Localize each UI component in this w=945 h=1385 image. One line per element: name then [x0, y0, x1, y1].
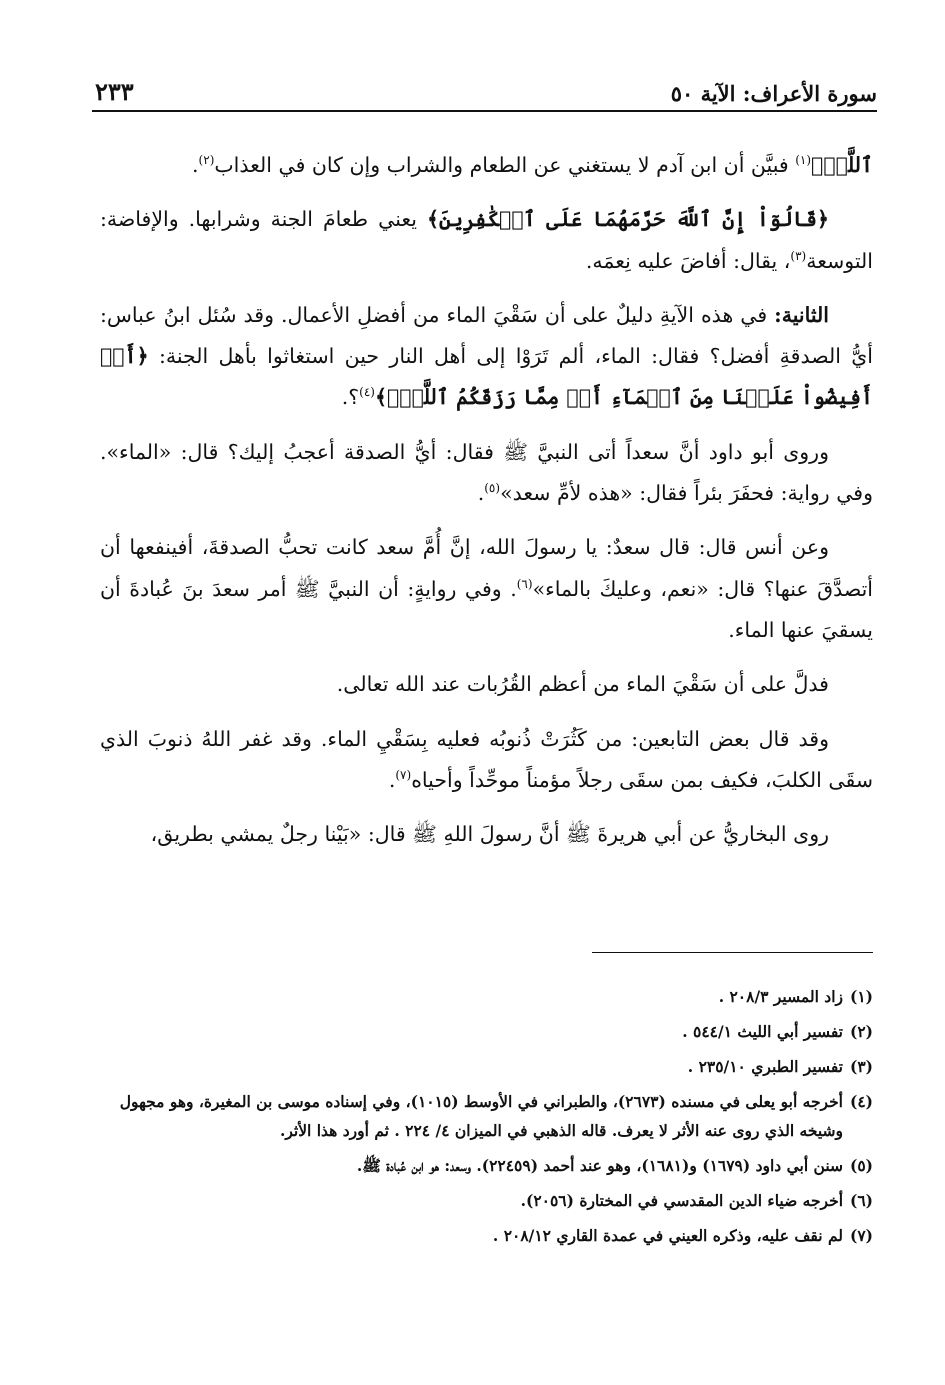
- header-rule: [92, 110, 877, 112]
- section-lead: الثانية:: [774, 302, 829, 327]
- paragraph-text: فدلَّ على أن سَقْيَ الماء من أعظم القُرُبات عند الله تعالى.: [336, 672, 829, 697]
- footnote: [92, 1151, 873, 1180]
- footnote-ref: (٢): [198, 153, 215, 168]
- paragraph-end: .: [388, 767, 396, 792]
- footnote-text: زاد المسير ٢٠٨/٣ .: [718, 987, 843, 1006]
- footnote-number: (٧): [849, 1226, 873, 1245]
- paragraph-text: وروى أبو داود أنَّ سعداً أتى النبيَّ ﷺ فقال: أيُّ الصدقة أعجبُ إليك؟ قال: «الماء». وفي رواية: فحفَرَ بئراً فقال: «هذه لأمِّ سعد»: [100, 439, 873, 506]
- quran-verse: ﴿أَنۡ أَفِيضُواْ عَلَيۡنَا مِنَ ٱلۡمَآءِ أَوۡ مِمَّا رَزَقَكُمُ ٱللَّهُۚ﴾: [100, 344, 873, 410]
- footnote-text: تفسير الطبري ٢٣٥/١٠ .: [687, 1057, 843, 1076]
- footnote-number: (٣): [849, 1057, 873, 1076]
- footnote-text: لم نقف عليه، وذكره العيني في عمدة القاري ٢٠٨/١٢ .: [492, 1226, 843, 1245]
- paragraph-text: وقد قال بعض التابعين: من كَثُرَتْ ذُنوبُه فعليه بِسَقْيِ الماء. وقد غفر اللهُ ذنوبَ الذي سقَى الكلبَ، فكيف بمن سقَى رجلاً مؤمناً موحِّداً وأحياه: [100, 726, 873, 792]
- paragraph-end: ؟.: [341, 385, 360, 410]
- paragraph-6: [100, 664, 873, 705]
- footnote: [92, 1186, 873, 1215]
- footnote-text: سنن أبي داود (١٦٧٩) و(١٦٨١)، وهو عند أحمد (٢٢٤٥٩). وسعد: هو ابن عُبادة ﷺ.: [356, 1156, 843, 1175]
- paragraph-end: .: [192, 153, 199, 177]
- footnote: [92, 1221, 873, 1250]
- paragraph-text: وعن أنس قال: قال سعدٌ: يا رسولَ الله، إنَّ أُمَّ سعد كانت تحبُّ الصدقةَ، أفينفعها أن أتصدَّقَ عنها؟ قال: «نعم، وعليكَ بالماء»: [100, 535, 874, 601]
- footnote-ref: (٥): [484, 481, 501, 496]
- paragraph-text: روى البخاريُّ عن أبي هريرةَ ﷺ أنَّ رسولَ اللهِ ﷺ قال: «بَيْنا رجلٌ يمشي بطريق،: [150, 822, 829, 847]
- surah-title: سورة الأعراف: الآية ٥٠: [670, 81, 877, 106]
- paragraph-end: . وفي روايةٍ: أن النبيَّ ﷺ أمر سعدَ بنَ عُبادةَ أن يسقيَ عنها الماء.: [100, 576, 873, 642]
- quran-verse: ﴿قَالُوٓاْ إِنَّ ٱللَّهَ حَرَّمَهُمَا عَلَى ٱلۡكَٰفِرِينَ﴾: [426, 207, 829, 232]
- paragraph-text: فبيَّن أن ابن آدم لا يستغني عن الطعام والشراب وإن كان في العذاب: [214, 153, 796, 177]
- footnote-text: تفسير أبي الليث ٥٤٤/١ .: [682, 1022, 843, 1041]
- paragraph-text: في هذه الآيةِ دليلٌ على أن سَقْيَ الماء من أفضلِ الأعمال. وقد سُئل ابنُ عباس: أيُّ الصدقةِ أفضل؟ فقال: الماء، ألم تَرَوْا إلى أهل النار حين استغاثوا بأهل الجنة:: [100, 302, 873, 369]
- paragraph-4: [100, 432, 873, 515]
- paragraph-5: [100, 527, 873, 651]
- paragraph-3: [100, 295, 873, 419]
- footnote-ref: (٤): [359, 385, 375, 400]
- footnote-text: أخرجه ضياء الدين المقدسي في المختارة (٢٠٥٦).: [520, 1191, 843, 1210]
- footnote-number: (٢): [849, 1022, 873, 1041]
- footnote: [92, 982, 873, 1011]
- paragraph-end: .: [477, 481, 485, 506]
- footnote-ref: (٣): [790, 248, 807, 263]
- running-header: [95, 72, 877, 106]
- footnote-text: أخرجه أبو يعلى في مسنده (٢٦٧٣)، والطبراني في الأوسط (١٠١٥)، وفي إسناده موسى بن المغيرة، وهو مجهول وشيخه الذي روى عنه الأثر لا يعرف. قاله الذهبي في الميزان ٤/ ٢٢٤ . ثم أورد هذا الأثر.: [119, 1092, 843, 1140]
- quran-fragment: ٱللَّهُۚ: [811, 153, 873, 177]
- footnote: [92, 1017, 873, 1046]
- paragraph-text: يعني طعامَ الجنة وشرابها. والإفاضة: التوسعة: [100, 207, 873, 273]
- main-text: [100, 145, 873, 868]
- footnote-number: (١): [849, 987, 873, 1006]
- footnote-number: (٦): [849, 1191, 873, 1210]
- footnote-separator: [592, 952, 873, 953]
- footnote-ref: (٦): [516, 576, 533, 591]
- footnote-number: (٤): [849, 1092, 873, 1111]
- paragraph-end: ، يقال: أفاضَ عليه نِعمَه.: [585, 248, 791, 273]
- footnote-ref: (٧): [395, 768, 412, 783]
- footnote-number: (٥): [849, 1156, 873, 1175]
- footnotes: [92, 982, 873, 1256]
- footnote: [92, 1052, 873, 1081]
- paragraph-7: [100, 719, 873, 802]
- paragraph-2: [100, 199, 873, 282]
- footnote-ref: (١): [795, 153, 812, 168]
- footnote: [92, 1087, 873, 1145]
- paragraph-1: [100, 145, 873, 186]
- paragraph-8: [100, 814, 873, 855]
- page-number: ٢٣٣: [95, 77, 134, 106]
